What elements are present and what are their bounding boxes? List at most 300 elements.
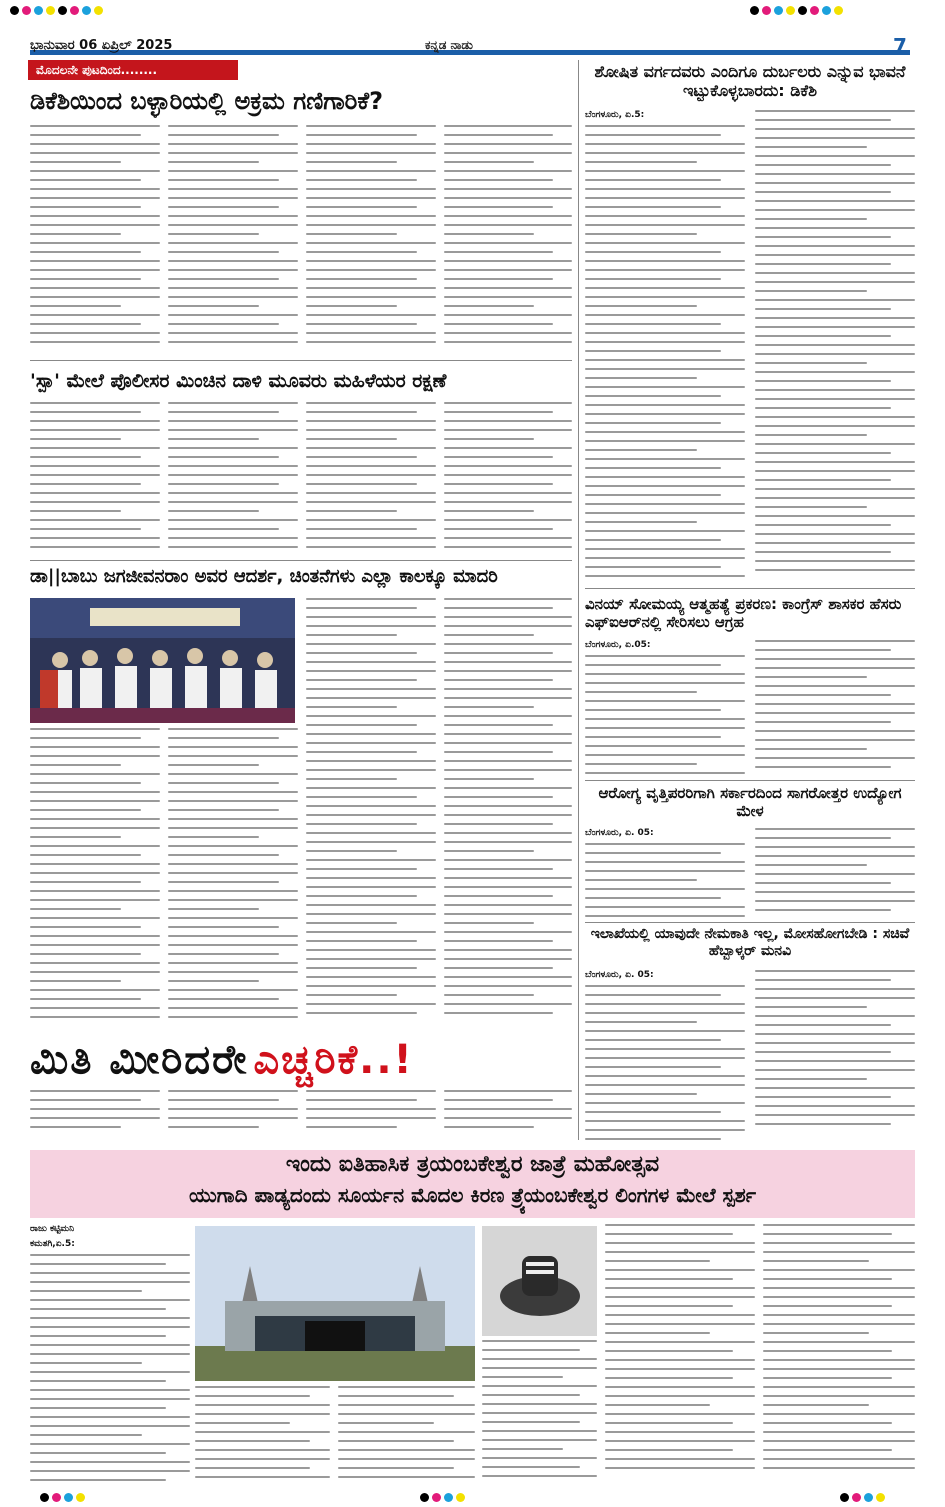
text-line — [444, 125, 572, 127]
text-line — [30, 773, 160, 775]
front-page-continuation-kicker: ಮೊದಲನೇ ಪುಟದಿಂದ........ — [28, 60, 238, 80]
text-line — [306, 805, 436, 807]
text-line — [585, 242, 745, 244]
text-line — [444, 868, 553, 870]
registration-dots-bottom-right — [840, 1493, 885, 1502]
text-line — [168, 188, 298, 190]
text-line — [755, 1024, 891, 1026]
text-line — [168, 456, 279, 458]
text-line — [30, 1344, 190, 1346]
text-line — [755, 1105, 915, 1107]
festival-byline: ರಾಜು ಕಟ್ಟಿಮನಿ — [30, 1224, 75, 1234]
text-line — [585, 861, 745, 863]
text-line — [168, 854, 279, 856]
text-line — [585, 994, 721, 996]
text-line — [585, 341, 745, 343]
text-line — [306, 323, 417, 325]
text-line — [605, 1233, 733, 1235]
text-line — [585, 143, 745, 145]
text-line — [30, 1380, 166, 1382]
text-line — [585, 1102, 745, 1104]
text-line — [755, 757, 915, 759]
text-line — [755, 837, 891, 839]
babu-column-2 — [168, 728, 298, 1028]
text-line — [168, 1108, 298, 1110]
text-line — [755, 407, 891, 409]
text-line — [755, 425, 915, 427]
text-line — [30, 224, 160, 226]
text-line — [444, 1090, 572, 1092]
text-line — [444, 859, 572, 861]
festival-headline-line1: ಇಂದು ಐತಿಹಾಸಿಕ ತ್ರಯಂಬಕೇಶ್ವರ ಜಾತ್ರೆ ಮಹೋತ್ಸವ — [285, 1152, 660, 1177]
text-line — [306, 796, 417, 798]
text-line — [585, 1111, 721, 1113]
festival-column-6 — [763, 1224, 915, 1484]
text-line — [30, 1335, 166, 1337]
text-line — [338, 1422, 434, 1424]
text-line — [30, 251, 141, 253]
text-line — [585, 879, 697, 881]
text-line — [195, 1395, 310, 1397]
text-line — [755, 667, 915, 669]
text-line — [168, 224, 298, 226]
text-line — [605, 1251, 755, 1253]
text-line — [605, 1431, 755, 1433]
text-line — [30, 1108, 160, 1110]
text-line — [755, 900, 915, 902]
text-line — [306, 465, 436, 467]
text-line — [585, 449, 697, 451]
text-line — [306, 670, 436, 672]
text-line — [585, 1012, 745, 1014]
text-line — [755, 864, 867, 866]
text-line — [585, 296, 745, 298]
text-line — [168, 836, 259, 838]
text-line — [306, 215, 436, 217]
text-line — [30, 872, 160, 874]
text-line — [763, 1278, 892, 1280]
text-line — [755, 380, 891, 382]
lead-column-3 — [306, 125, 436, 355]
text-line — [168, 899, 298, 901]
text-line — [168, 402, 298, 404]
text-line — [755, 1123, 891, 1125]
text-line — [763, 1467, 915, 1469]
text-line — [585, 125, 745, 127]
text-line — [30, 782, 141, 784]
text-line — [444, 483, 553, 485]
text-line — [30, 1461, 190, 1463]
text-line — [30, 1398, 190, 1400]
text-line — [444, 958, 572, 960]
text-line — [755, 542, 915, 544]
text-line — [30, 1452, 166, 1454]
divider — [585, 780, 915, 781]
text-line — [585, 224, 745, 226]
text-line — [755, 263, 891, 265]
text-line — [605, 1296, 755, 1298]
text-line — [444, 215, 572, 217]
text-line — [30, 980, 121, 982]
health-story-headline: ಆರೋಗ್ಯ ವೃತ್ತಿಪರರಿಗಾಗಿ ಸರ್ಕಾರದಿಂದ ಸಾಗರೋತ್ತರ ಉದ್ಯೋಗ ಮೇಳ — [598, 784, 902, 820]
text-line — [30, 242, 160, 244]
babu-story-headline: ಡಾ||ಬಾಬು ಜಗಜೀವನರಾಂ ಅವರ ಆದರ್ಶ, ಚಿಂತನೆಗಳು ಎಲ್ಲಾ ಕಾಲಕ್ಕೂ ಮಾದರಿ — [30, 566, 498, 587]
text-line — [30, 737, 141, 739]
text-line — [444, 940, 553, 942]
text-line — [30, 1254, 190, 1256]
text-line — [755, 272, 915, 274]
babu-column-3 — [306, 598, 436, 1028]
text-line — [306, 814, 436, 816]
text-line — [605, 1458, 755, 1460]
text-line — [306, 1012, 417, 1014]
text-line — [444, 913, 572, 915]
text-line — [755, 855, 915, 857]
text-line — [605, 1422, 733, 1424]
text-line — [306, 1003, 436, 1005]
text-line — [755, 1015, 915, 1017]
festival-headline-line2: ಯುಗಾದಿ ಪಾಡ್ಯದಂದು ಸೂರ್ಯನ ಮೊದಲ ಕಿರಣ ತ್ರ್ಯೆಯಂಬಕೇಶ್ವರ ಲಿಂಗಗಳ ಮೇಲೆ ಸ್ಪರ್ಶ — [188, 1182, 757, 1207]
text-line — [168, 197, 298, 199]
text-line — [755, 200, 915, 202]
text-line — [168, 492, 298, 494]
text-line — [30, 728, 160, 730]
text-line — [755, 533, 915, 535]
text-line — [306, 904, 436, 906]
text-line — [444, 305, 534, 307]
text-line — [306, 188, 436, 190]
text-line — [755, 236, 891, 238]
text-line — [444, 224, 572, 226]
text-line — [444, 733, 572, 735]
text-line — [306, 1117, 436, 1119]
lead-column-1 — [30, 125, 160, 355]
text-line — [605, 1440, 755, 1442]
text-line — [585, 413, 745, 415]
text-line — [585, 368, 745, 370]
text-line — [195, 1386, 330, 1388]
text-line — [585, 852, 721, 854]
text-line — [306, 652, 417, 654]
text-line — [168, 260, 298, 262]
spa-story-headline: 'ಸ್ಪಾ' ಮೇಲೆ ಪೊಲೀಸರ ಮಿಂಚಿನ ದಾಳಿ ಮೂವರು ಮಹಿಳೆಯರ ರಕ್ಷಣೆ — [30, 370, 447, 392]
text-line — [482, 1439, 597, 1441]
text-line — [585, 1066, 721, 1068]
text-line — [306, 1090, 436, 1092]
text-line — [763, 1260, 869, 1262]
text-line — [755, 1096, 891, 1098]
text-line — [30, 233, 121, 235]
text-line — [585, 170, 745, 172]
text-line — [168, 809, 279, 811]
text-line — [755, 209, 915, 211]
text-line — [755, 254, 915, 256]
text-line — [755, 245, 915, 247]
text-line — [763, 1224, 915, 1226]
text-line — [585, 359, 745, 361]
text-line — [306, 733, 436, 735]
text-line — [755, 317, 915, 319]
text-line — [30, 1117, 160, 1119]
text-line — [306, 278, 417, 280]
text-line — [585, 206, 721, 208]
text-line — [30, 179, 141, 181]
warning-column-2 — [168, 1090, 298, 1140]
text-line — [605, 1305, 733, 1307]
text-line — [444, 976, 572, 978]
text-line — [30, 1470, 190, 1472]
text-line — [585, 772, 745, 774]
text-line — [168, 1007, 298, 1009]
text-line — [168, 125, 298, 127]
text-line — [306, 161, 397, 163]
text-line — [168, 474, 298, 476]
text-line — [755, 730, 915, 732]
text-line — [444, 904, 572, 906]
text-line — [168, 501, 298, 503]
text-line — [306, 287, 436, 289]
text-line — [30, 134, 141, 136]
text-line — [30, 1443, 190, 1445]
warning-headline-part2: ಎಚ್ಚರಿಕೆ..! — [253, 1037, 414, 1083]
text-line — [195, 1413, 330, 1415]
text-line — [306, 760, 436, 762]
text-line — [444, 1012, 553, 1014]
text-line — [585, 691, 697, 693]
text-line — [755, 326, 915, 328]
text-line — [444, 823, 553, 825]
text-line — [30, 420, 160, 422]
text-line — [444, 501, 572, 503]
text-line — [585, 521, 697, 523]
text-line — [306, 332, 436, 334]
text-line — [168, 429, 298, 431]
text-line — [444, 796, 553, 798]
text-line — [168, 989, 298, 991]
text-line — [585, 870, 745, 872]
text-line — [763, 1287, 915, 1289]
text-line — [605, 1413, 755, 1415]
text-line — [444, 679, 553, 681]
health-column-2 — [755, 828, 915, 918]
text-line — [444, 850, 534, 852]
text-line — [168, 546, 298, 548]
text-line — [763, 1449, 892, 1451]
text-line — [306, 1099, 417, 1101]
text-line — [30, 926, 141, 928]
text-line — [338, 1476, 475, 1478]
text-line — [30, 260, 160, 262]
text-line — [30, 836, 121, 838]
text-line — [30, 474, 160, 476]
text-line — [585, 1129, 745, 1131]
text-line — [444, 492, 572, 494]
festival-column-5 — [605, 1224, 755, 1484]
text-line — [755, 371, 915, 373]
vinay-story-headline: ವಿನಯ್ ಸೋಮಯ್ಯ ಆತ್ಮಹತ್ಯೆ ಪ್ರಕರಣ: ಕಾಂಗ್ರೆಸ್ ಶಾಸಕರ ಹೆಸರು ಎಫ್‌ಐಆರ್‌ನಲ್ಲಿ ಸೇರಿಸಲು ಆಗ್ರಹ — [585, 595, 902, 631]
text-line — [168, 881, 279, 883]
text-line — [168, 1126, 259, 1128]
text-line — [585, 548, 745, 550]
text-line — [30, 1126, 121, 1128]
text-line — [585, 431, 745, 433]
text-line — [444, 474, 572, 476]
text-line — [306, 949, 436, 951]
text-line — [30, 287, 160, 289]
text-line — [585, 1003, 745, 1005]
text-line — [763, 1359, 915, 1361]
text-line — [755, 335, 891, 337]
text-line — [30, 953, 141, 955]
text-line — [30, 1416, 190, 1418]
text-line — [755, 1006, 867, 1008]
dept-column-2 — [755, 970, 915, 1140]
text-line — [306, 868, 417, 870]
text-line — [30, 746, 160, 748]
text-line — [306, 607, 417, 609]
text-line — [585, 763, 697, 765]
text-line — [30, 1099, 141, 1101]
text-line — [755, 649, 891, 651]
text-line — [585, 709, 721, 711]
text-line — [444, 456, 553, 458]
text-line — [605, 1377, 733, 1379]
text-line — [755, 128, 915, 130]
column-divider — [578, 60, 579, 1140]
text-line — [605, 1467, 755, 1469]
text-line — [755, 1042, 915, 1044]
text-line — [338, 1458, 475, 1460]
text-line — [168, 305, 259, 307]
text-line — [585, 888, 745, 890]
text-line — [585, 278, 721, 280]
text-line — [30, 1317, 190, 1319]
text-line — [168, 134, 279, 136]
text-line — [755, 308, 891, 310]
lingam-photo — [482, 1226, 597, 1336]
text-line — [306, 269, 436, 271]
text-line — [585, 1093, 697, 1095]
text-line — [306, 976, 436, 978]
lead-headline: ಡಿಕೆಶಿಯಿಂದ ಬಳ್ಳಾರಿಯಲ್ಲಿ ಅಕ್ರಮ ಗಣಿಗಾರಿಕೆ? — [30, 87, 384, 115]
text-line — [585, 539, 721, 541]
text-line — [755, 389, 915, 391]
text-line — [306, 832, 436, 834]
text-line — [30, 143, 160, 145]
text-line — [306, 958, 436, 960]
text-line — [585, 736, 721, 738]
text-line — [306, 179, 417, 181]
text-line — [338, 1413, 475, 1415]
text-line — [585, 233, 697, 235]
text-line — [444, 206, 553, 208]
text-line — [763, 1431, 915, 1433]
text-line — [755, 828, 915, 830]
text-line — [30, 161, 121, 163]
text-line — [306, 456, 417, 458]
text-line — [605, 1359, 755, 1361]
text-line — [585, 386, 745, 388]
text-line — [30, 1479, 166, 1481]
text-line — [306, 206, 417, 208]
text-line — [168, 510, 259, 512]
text-line — [444, 420, 572, 422]
text-line — [605, 1350, 733, 1352]
text-line — [168, 926, 279, 928]
text-line — [306, 742, 436, 744]
text-line — [444, 985, 572, 987]
text-line — [585, 1120, 745, 1122]
text-line — [168, 411, 279, 413]
babu-column-4 — [444, 598, 572, 1028]
text-line — [755, 155, 915, 157]
text-line — [168, 251, 279, 253]
text-line — [755, 470, 915, 472]
text-line — [338, 1431, 475, 1433]
text-line — [585, 664, 721, 666]
text-line — [30, 546, 160, 548]
text-line — [306, 985, 436, 987]
text-line — [755, 119, 891, 121]
vinay-column-2 — [755, 640, 915, 775]
text-line — [168, 242, 298, 244]
text-line — [30, 510, 121, 512]
text-line — [755, 434, 867, 436]
text-line — [444, 652, 553, 654]
festival-banner — [30, 1150, 915, 1218]
text-line — [444, 170, 572, 172]
text-line — [168, 998, 279, 1000]
text-line — [30, 1299, 190, 1301]
text-line — [168, 746, 298, 748]
text-line — [306, 841, 436, 843]
text-line — [605, 1242, 755, 1244]
text-line — [30, 1353, 190, 1355]
text-line — [755, 299, 915, 301]
text-line — [585, 906, 745, 908]
text-line — [755, 1087, 915, 1089]
text-line — [585, 179, 721, 181]
text-line — [306, 305, 397, 307]
text-line — [585, 377, 697, 379]
text-line — [444, 643, 572, 645]
text-line — [338, 1467, 454, 1469]
text-line — [195, 1467, 310, 1469]
text-line — [306, 170, 436, 172]
text-line — [168, 519, 298, 521]
text-line — [605, 1224, 755, 1226]
text-line — [755, 353, 915, 355]
text-line — [755, 191, 891, 193]
text-line — [306, 438, 397, 440]
text-line — [30, 152, 160, 154]
warning-headline-part1: ಮಿತಿ ಮೀರಿದರೇ — [30, 1037, 249, 1083]
text-line — [30, 1407, 166, 1409]
text-line — [30, 944, 160, 946]
text-line — [755, 398, 915, 400]
text-line — [30, 1263, 166, 1265]
text-line — [306, 537, 436, 539]
text-line — [306, 483, 417, 485]
text-line — [306, 420, 436, 422]
text-line — [763, 1269, 915, 1271]
text-line — [585, 161, 697, 163]
text-line — [30, 818, 160, 820]
text-line — [306, 314, 436, 316]
text-line — [444, 323, 553, 325]
text-line — [168, 935, 298, 937]
text-line — [30, 296, 160, 298]
